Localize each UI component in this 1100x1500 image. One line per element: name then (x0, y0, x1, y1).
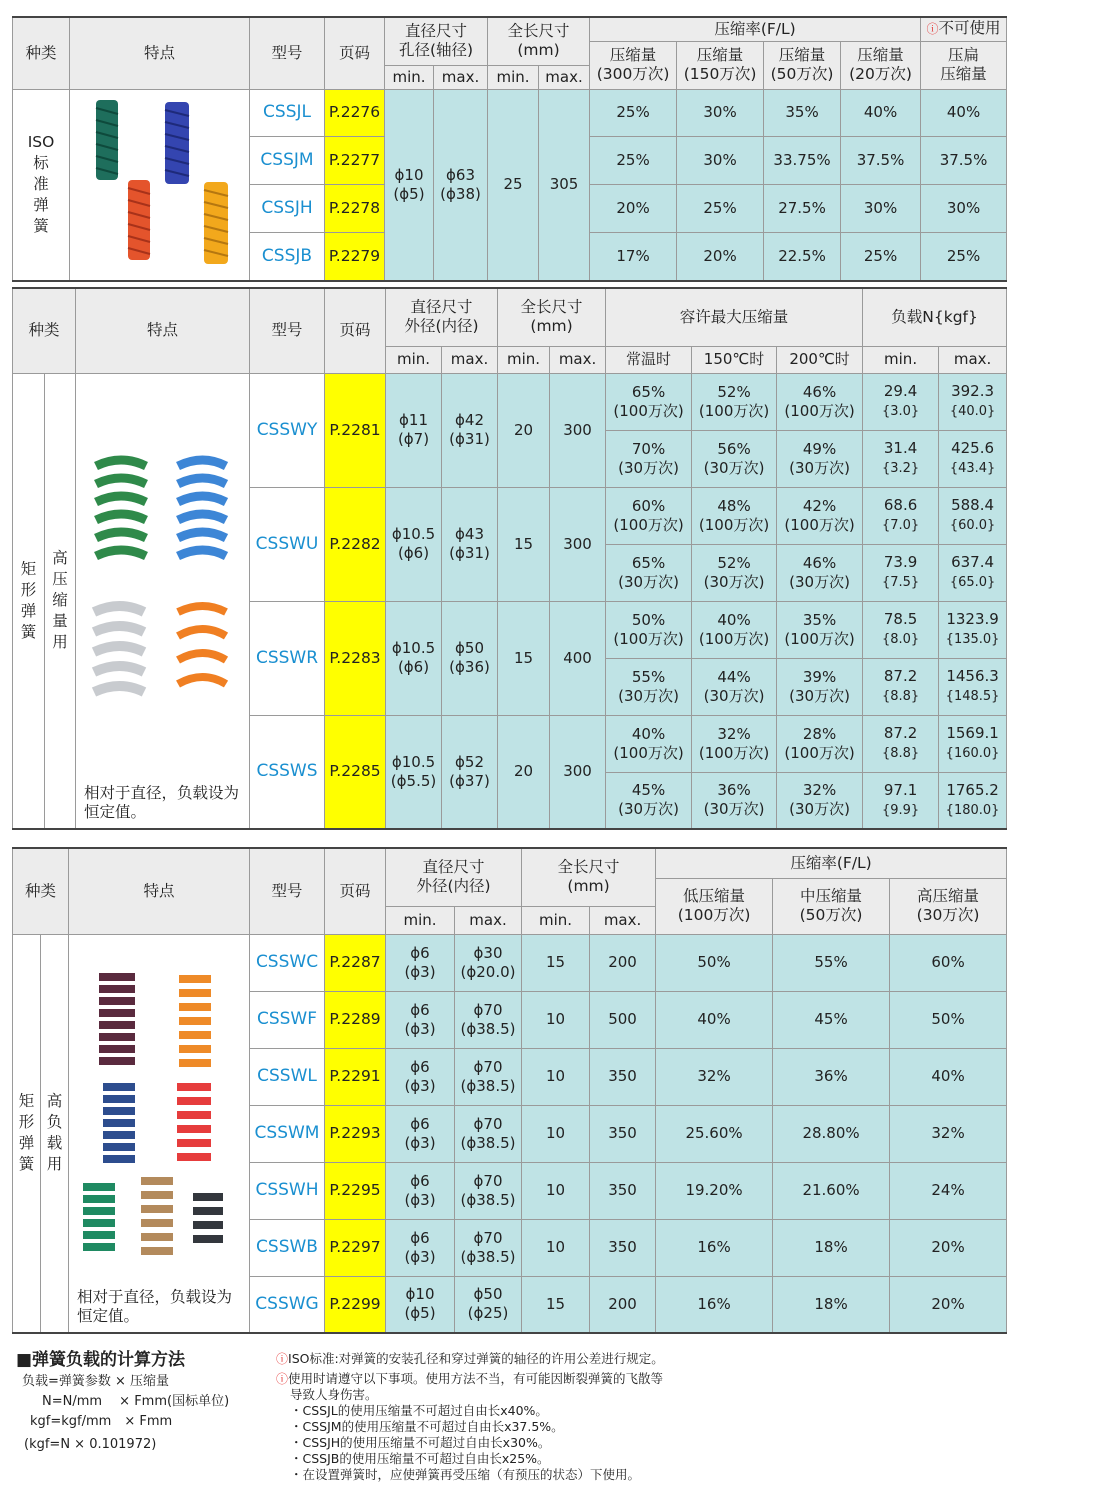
lmin-cell: 10 (522, 1105, 590, 1162)
feature-text: 相对于直径，负载设为恒定值。 (77, 1288, 233, 1325)
ratio-cell: 60% (890, 934, 1007, 991)
diameter-header: 直径尺寸 外径(内径) (386, 848, 522, 906)
allow-cell: 28% (100万次) (777, 715, 863, 772)
value-cell: 20% (677, 233, 764, 281)
warning-icon: ⓘ (926, 22, 939, 37)
orange-rect-spring-icon (178, 606, 226, 684)
ratio-cell: 16% (656, 1276, 773, 1333)
model-link[interactable]: CSSJL (250, 89, 325, 137)
dmin-header: min. (385, 65, 434, 89)
ratio-cell: 32% (656, 1048, 773, 1105)
rect-spring-kind: 矩形弹簧 (13, 373, 45, 829)
silver-rect-spring-icon (94, 606, 144, 692)
note-item: ・CSSJB的使用压缩量不可超过自由长x25%。 (290, 1451, 550, 1466)
load-min-cell: 87.2 {8.8} (863, 715, 939, 772)
green-spring-icon (83, 1187, 115, 1247)
load-max-cell: 637.4 {65.0} (939, 544, 1007, 601)
dmin-cell: ϕ10 (ϕ5) (385, 89, 434, 281)
page-header: 页码 (325, 17, 385, 89)
note-usage: ⓘ使用时请遵守以下事项。使用方法不当，有可能因断裂弹簧的飞散等 (276, 1371, 664, 1386)
lmax-cell: 200 (590, 934, 656, 991)
ratio-cell: 45% (773, 991, 890, 1048)
lmax-header: max. (550, 346, 606, 373)
c5-header: 压扁 压缩量 (921, 41, 1007, 89)
value-cell: 17% (590, 233, 677, 281)
dmax-cell: ϕ42 (ϕ31) (442, 373, 498, 487)
purple-spring-icon (99, 977, 135, 1061)
dmax-cell: ϕ43 (ϕ31) (442, 487, 498, 601)
green-spring-icon (96, 100, 118, 180)
dmin-cell: ϕ6 (ϕ3) (386, 1219, 455, 1276)
load-max-cell: 392.3 {40.0} (939, 373, 1007, 430)
calc-line: N=N/mm × Fmm(国标单位) (42, 1394, 230, 1409)
temp-150-header: 150℃时 (692, 346, 777, 373)
model-link[interactable]: CSSJB (250, 233, 325, 281)
feature-text: 相对于直径，负载设为恒定值。 (84, 784, 240, 821)
diameter-header: 直径尺寸 孔径(轴径) (385, 17, 488, 65)
dmax-cell: ϕ52 (ϕ37) (442, 715, 498, 829)
value-cell: 25% (921, 233, 1007, 281)
model-header: 型号 (250, 17, 325, 89)
blue-spring-icon (165, 102, 189, 184)
length-header: 全长尺寸 (mm) (522, 848, 656, 906)
lmin-header: min. (522, 906, 590, 934)
ratio-cell: 55% (773, 934, 890, 991)
ratio-cell: 40% (890, 1048, 1007, 1105)
rect-spring-image (76, 373, 250, 829)
lmax-cell: 350 (590, 1048, 656, 1105)
unusable-header: ⓘ不可使用 (921, 17, 1007, 41)
ratio-cell: 32% (890, 1105, 1007, 1162)
orange-spring-icon (179, 979, 211, 1063)
load-min-cell: 78.5 {8.0} (863, 601, 939, 658)
model-link[interactable]: CSSWC (250, 934, 325, 991)
model-link[interactable]: CSSWG (250, 1276, 325, 1333)
value-cell: 25% (590, 137, 677, 185)
page-link[interactable]: P.2295 (325, 1162, 386, 1219)
value-cell: 37.5% (841, 137, 921, 185)
dmin-cell: ϕ6 (ϕ3) (386, 1105, 455, 1162)
allow-cell: 40% (100万次) (606, 715, 692, 772)
lmax-cell: 300 (550, 373, 606, 487)
ratio-cell: 50% (656, 934, 773, 991)
page-link[interactable]: P.2283 (325, 601, 386, 715)
lmin-cell: 20 (498, 715, 550, 829)
calc-title: ■弹簧负载的计算方法 (16, 1350, 186, 1370)
ratio-cell: 50% (890, 991, 1007, 1048)
high-load-table (12, 847, 1007, 1334)
lmin-cell: 10 (522, 1219, 590, 1276)
lmax-cell: 300 (550, 487, 606, 601)
dmin-cell: ϕ10.5 (ϕ6) (386, 601, 442, 715)
dmax-cell: ϕ70 (ϕ38.5) (455, 1048, 522, 1105)
c3-header: 压缩量 (50万次) (764, 41, 841, 89)
c1-header: 压缩量 (300万次) (590, 41, 677, 89)
calc-line: 负载=弹簧参数 × 压缩量 (22, 1374, 170, 1389)
page-link[interactable]: P.2282 (325, 487, 386, 601)
allow-cell: 46% (100万次) (777, 373, 863, 430)
lmax-cell: 350 (590, 1162, 656, 1219)
allow-cell: 52% (100万次) (692, 373, 777, 430)
lmin-cell: 25 (488, 89, 539, 281)
dmax-cell: ϕ70 (ϕ38.5) (455, 1162, 522, 1219)
load-header: 负载N{kgf} (863, 288, 1007, 346)
value-cell: 40% (921, 89, 1007, 137)
notes-section (276, 1351, 996, 1483)
value-cell: 37.5% (921, 137, 1007, 185)
red-spring-icon (128, 180, 150, 260)
model-link[interactable]: CSSWH (250, 1162, 325, 1219)
iso-springs-illustration (70, 90, 250, 274)
ratio-header: 压缩率(F/L) (656, 848, 1007, 878)
value-cell: 30% (677, 137, 764, 185)
allow-cell: 32% (100万次) (692, 715, 777, 772)
model-link[interactable]: CSSWY (250, 373, 325, 487)
ratio-cell: 18% (773, 1219, 890, 1276)
allow-cell: 42% (100万次) (777, 487, 863, 544)
note-item: ・CSSJM的使用压缩量不可超过自由长x37.5%。 (290, 1419, 564, 1434)
lmax-cell: 350 (590, 1219, 656, 1276)
dmax-cell: ϕ70 (ϕ38.5) (455, 1219, 522, 1276)
allow-cell: 50% (100万次) (606, 601, 692, 658)
value-cell: 20% (590, 185, 677, 233)
dmin-cell: ϕ6 (ϕ3) (386, 1048, 455, 1105)
page-link[interactable]: P.2285 (325, 715, 386, 829)
c4-header: 压缩量 (20万次) (841, 41, 921, 89)
temp-normal-header: 常温时 (606, 346, 692, 373)
red-spring-icon (177, 1087, 211, 1157)
allow-cell: 36% (30万次) (692, 772, 777, 829)
green-rect-spring-icon (96, 460, 146, 556)
dmin-cell: ϕ10.5 (ϕ5.5) (386, 715, 442, 829)
high-load-kind: 高负载用 (41, 934, 69, 1333)
dmax-cell: ϕ63 (ϕ38) (434, 89, 488, 281)
model-link[interactable]: CSSWB (250, 1219, 325, 1276)
model-link[interactable]: CSSWL (250, 1048, 325, 1105)
note-iso: ⓘISO标准:对弹簧的安装孔径和穿过弹簧的轴径的许用公差进行规定。 (276, 1351, 664, 1366)
high-compression-table (12, 287, 1007, 830)
load-max-cell: 1456.3 {148.5} (939, 658, 1007, 715)
allow-header: 容许最大压缩量 (606, 288, 863, 346)
allow-cell: 32% (30万次) (777, 772, 863, 829)
page-header: 页码 (325, 848, 386, 934)
value-cell: 25% (590, 89, 677, 137)
lmin-cell: 10 (522, 1162, 590, 1219)
model-link[interactable]: CSSWF (250, 991, 325, 1048)
lmax-cell: 300 (550, 715, 606, 829)
model-header: 型号 (250, 848, 325, 934)
ratio-cell: 18% (773, 1276, 890, 1333)
length-header: 全长尺寸 (mm) (498, 288, 606, 346)
allow-cell: 48% (100万次) (692, 487, 777, 544)
page-link[interactable]: P.2278 (325, 185, 385, 233)
load-min-cell: 29.4 {3.0} (863, 373, 939, 430)
lmax-cell: 400 (550, 601, 606, 715)
lmin-cell: 15 (522, 934, 590, 991)
allow-cell: 46% (30万次) (777, 544, 863, 601)
value-cell: 30% (841, 185, 921, 233)
feature-header: 特点 (70, 17, 250, 89)
lmin-cell: 10 (522, 991, 590, 1048)
iso-spring-image (70, 89, 250, 281)
temp-200-header: 200℃时 (777, 346, 863, 373)
c2-header: 压缩量 (150万次) (677, 41, 764, 89)
dmax-header: max. (442, 346, 498, 373)
load-max-cell: 425.6 {43.4} (939, 430, 1007, 487)
note-item: ・CSSJH的使用压缩量不可超过自由长x30%。 (290, 1435, 551, 1450)
feature-header: 特点 (76, 288, 250, 373)
note-item: ・CSSJL的使用压缩量不可超过自由长x40%。 (290, 1403, 548, 1418)
kind-header: 种类 (13, 17, 70, 89)
load-min-cell: 87.2 {8.8} (863, 658, 939, 715)
length-header: 全长尺寸 (mm) (488, 17, 590, 65)
dmin-cell: ϕ6 (ϕ3) (386, 934, 455, 991)
model-link[interactable]: CSSWU (250, 487, 325, 601)
model-link[interactable]: CSSWR (250, 601, 325, 715)
high-load-springs-illustration (69, 935, 250, 1265)
dmax-header: max. (455, 906, 522, 934)
dmax-cell: ϕ50 (ϕ36) (442, 601, 498, 715)
value-cell: 27.5% (764, 185, 841, 233)
allow-cell: 40% (100万次) (692, 601, 777, 658)
value-cell: 33.75% (764, 137, 841, 185)
ratio-cell: 20% (890, 1276, 1007, 1333)
lmax-cell: 305 (539, 89, 590, 281)
allow-cell: 35% (100万次) (777, 601, 863, 658)
lmax-cell: 500 (590, 991, 656, 1048)
page-link[interactable]: P.2277 (325, 137, 385, 185)
load-max-header: max. (939, 346, 1007, 373)
load-max-cell: 1323.9 {135.0} (939, 601, 1007, 658)
load-max-cell: 1569.1 {160.0} (939, 715, 1007, 772)
diameter-header: 直径尺寸 外径(内径) (386, 288, 498, 346)
ratio-cell: 20% (890, 1219, 1007, 1276)
allow-cell: 65% (100万次) (606, 373, 692, 430)
dmax-cell: ϕ70 (ϕ38.5) (455, 991, 522, 1048)
ratio-cell: 24% (890, 1162, 1007, 1219)
black-spring-icon (193, 1197, 223, 1239)
dmax-header: max. (434, 65, 488, 89)
allow-cell: 60% (100万次) (606, 487, 692, 544)
iso-spring-table (12, 16, 1007, 282)
navy-spring-icon (103, 1087, 135, 1159)
allow-cell: 49% (30万次) (777, 430, 863, 487)
ratio-cell: 16% (656, 1219, 773, 1276)
allow-cell: 56% (30万次) (692, 430, 777, 487)
load-min-cell: 97.1 {9.9} (863, 772, 939, 829)
lmax-cell: 200 (590, 1276, 656, 1333)
load-max-cell: 588.4 {60.0} (939, 487, 1007, 544)
value-cell: 22.5% (764, 233, 841, 281)
feature-header: 特点 (69, 848, 250, 934)
model-link[interactable]: CSSWS (250, 715, 325, 829)
kind-header: 种类 (13, 288, 76, 373)
load-min-cell: 73.9 {7.5} (863, 544, 939, 601)
ratio-header: 压缩率(F/L) (590, 17, 921, 41)
allow-cell: 44% (30万次) (692, 658, 777, 715)
load-max-cell: 1765.2 {180.0} (939, 772, 1007, 829)
lmax-header: max. (590, 906, 656, 934)
lmin-cell: 15 (498, 487, 550, 601)
load-min-header: min. (863, 346, 939, 373)
lmin-cell: 20 (498, 373, 550, 487)
allow-cell: 39% (30万次) (777, 658, 863, 715)
page-link[interactable]: P.2276 (325, 89, 385, 137)
value-cell: 40% (841, 89, 921, 137)
page-link[interactable]: P.2291 (325, 1048, 386, 1105)
ratio-cell: 19.20% (656, 1162, 773, 1219)
lmax-cell: 350 (590, 1105, 656, 1162)
lmin-header: min. (498, 346, 550, 373)
value-cell: 25% (677, 185, 764, 233)
dmin-cell: ϕ11 (ϕ7) (386, 373, 442, 487)
ratio-cell: 40% (656, 991, 773, 1048)
ratio-cell: 21.60% (773, 1162, 890, 1219)
dmax-cell: ϕ30 (ϕ20.0) (455, 934, 522, 991)
load-min-cell: 31.4 {3.2} (863, 430, 939, 487)
mid-header: 中压缩量 (50万次) (773, 878, 890, 934)
note-usage-cont: 导致人身伤害。 (290, 1387, 378, 1402)
page-link[interactable]: P.2279 (325, 233, 385, 281)
brown-spring-icon (141, 1181, 173, 1251)
rect-spring-kind: 矩形弹簧 (13, 934, 41, 1333)
page-link[interactable]: P.2297 (325, 1219, 386, 1276)
allow-cell: 55% (30万次) (606, 658, 692, 715)
dmax-cell: ϕ50 (ϕ25) (455, 1276, 522, 1333)
dmin-cell: ϕ6 (ϕ3) (386, 991, 455, 1048)
iso-kind-cell: ISO 标准弹簧 (13, 89, 70, 281)
model-link[interactable]: CSSJH (250, 185, 325, 233)
allow-cell: 65% (30万次) (606, 544, 692, 601)
calc-section (16, 1352, 266, 1453)
calc-line: kgf=kgf/mm × Fmm (30, 1414, 173, 1429)
warning-icon: ⓘ (276, 1372, 289, 1386)
dmin-cell: ϕ10 (ϕ5) (386, 1276, 455, 1333)
lmin-cell: 15 (522, 1276, 590, 1333)
allow-cell: 45% (30万次) (606, 772, 692, 829)
lmax-header: max. (539, 65, 590, 89)
dmax-cell: ϕ70 (ϕ38.5) (455, 1105, 522, 1162)
allow-cell: 52% (30万次) (692, 544, 777, 601)
low-header: 低压缩量 (100万次) (656, 878, 773, 934)
page-link[interactable]: P.2289 (325, 991, 386, 1048)
yellow-spring-icon (204, 182, 228, 264)
dmin-cell: ϕ6 (ϕ3) (386, 1162, 455, 1219)
model-header: 型号 (250, 288, 325, 373)
allow-cell: 70% (30万次) (606, 430, 692, 487)
calc-line: (kgf=N × 0.101972) (24, 1437, 157, 1452)
page-link[interactable]: P.2287 (325, 934, 386, 991)
value-cell: 30% (921, 185, 1007, 233)
high-header: 高压缩量 (30万次) (890, 878, 1007, 934)
dmin-header: min. (386, 346, 442, 373)
page-link[interactable]: P.2281 (325, 373, 386, 487)
value-cell: 30% (677, 89, 764, 137)
kind-header: 种类 (13, 848, 69, 934)
lmin-header: min. (488, 65, 539, 89)
model-link[interactable]: CSSWM (250, 1105, 325, 1162)
value-cell: 35% (764, 89, 841, 137)
rect-springs-illustration (76, 374, 250, 794)
warning-icon: ⓘ (276, 1352, 289, 1366)
blue-rect-spring-icon (178, 460, 226, 556)
lmin-cell: 10 (522, 1048, 590, 1105)
value-cell: 25% (841, 233, 921, 281)
page-header: 页码 (325, 288, 386, 373)
page-link[interactable]: P.2299 (325, 1276, 386, 1333)
ratio-cell: 25.60% (656, 1105, 773, 1162)
ratio-cell: 28.80% (773, 1105, 890, 1162)
lmin-cell: 15 (498, 601, 550, 715)
dmin-header: min. (386, 906, 455, 934)
high-load-spring-image (69, 934, 250, 1333)
dmin-cell: ϕ10.5 (ϕ6) (386, 487, 442, 601)
page-link[interactable]: P.2293 (325, 1105, 386, 1162)
load-min-cell: 68.6 {7.0} (863, 487, 939, 544)
ratio-cell: 36% (773, 1048, 890, 1105)
note-item: ・在设置弹簧时，应使弹簧再受压缩（有预压的状态）下使用。 (290, 1467, 641, 1482)
model-link[interactable]: CSSJM (250, 137, 325, 185)
high-compression-kind: 高压缩量用 (45, 373, 76, 829)
